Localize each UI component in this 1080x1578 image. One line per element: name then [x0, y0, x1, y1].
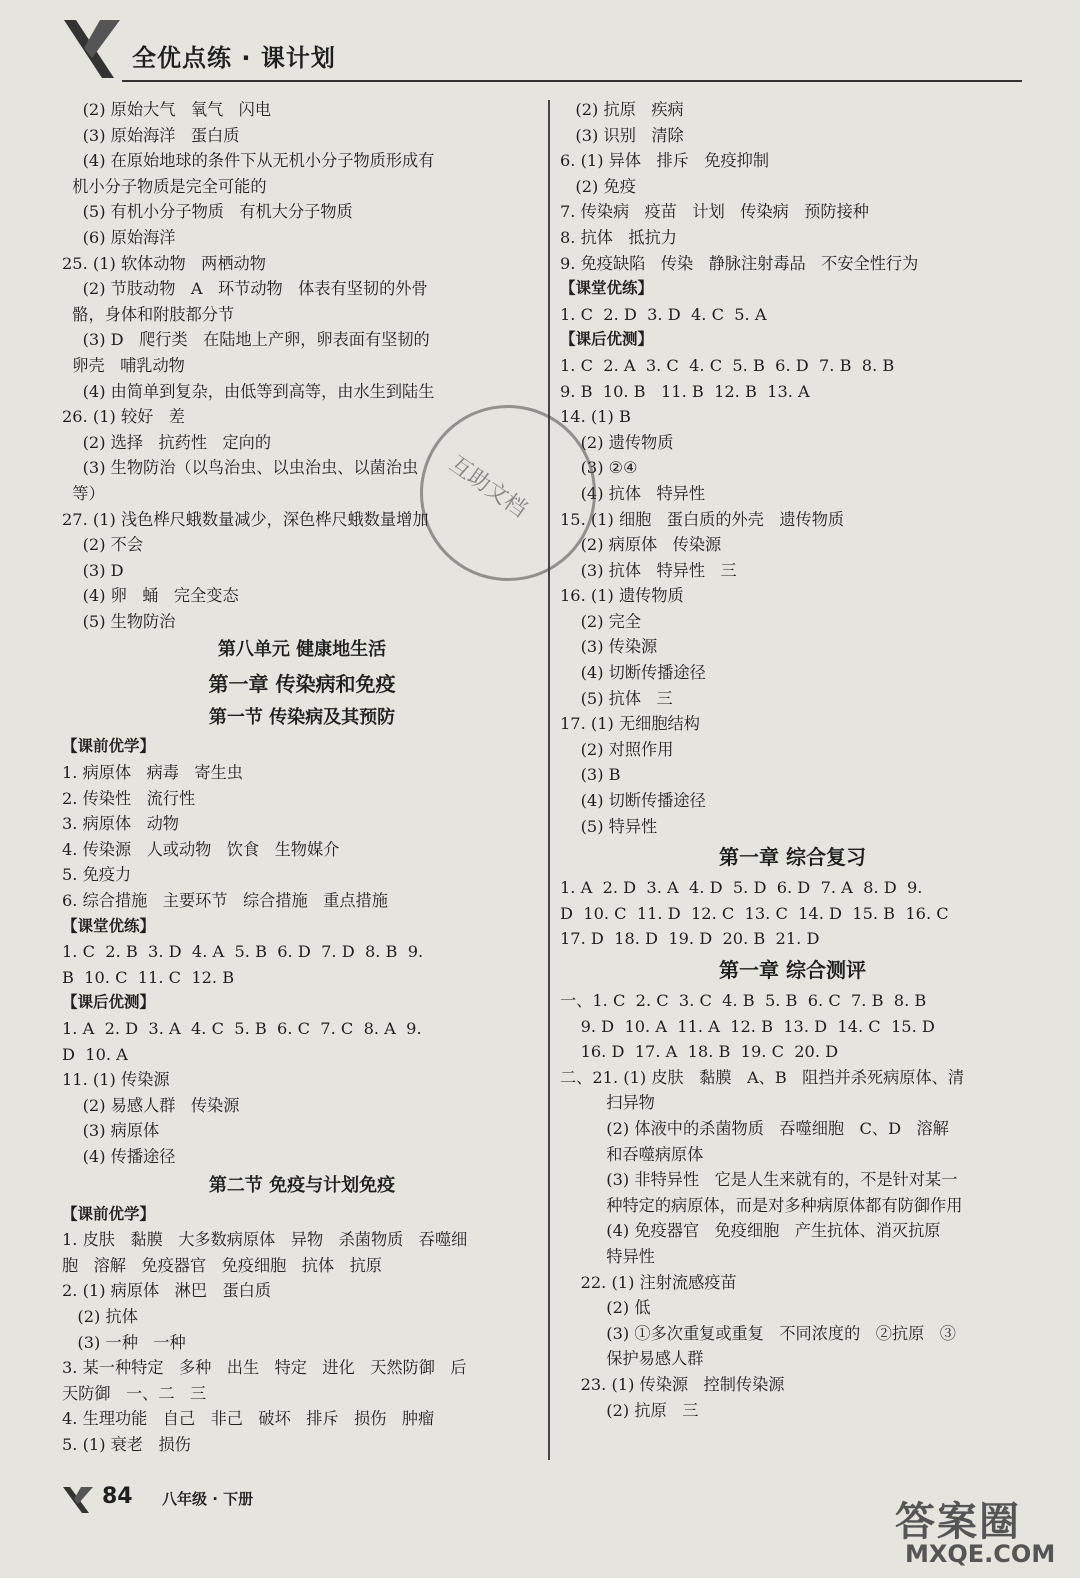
- footer-logo-icon: [62, 1486, 96, 1514]
- answer-line: 和吞噬病原体: [560, 1144, 704, 1164]
- answer-line: 9. B 10. B 11. B 12. B 13. A: [560, 381, 810, 401]
- answer-line: 25. (1) 软体动物 两栖动物: [62, 253, 266, 273]
- answer-line: 一、1. C 2. C 3. C 4. B 5. B 6. C 7. B 8. B: [560, 991, 927, 1010]
- answer-line: 种特定的病原体，而是对多种病原体都有防御作用: [560, 1195, 963, 1215]
- answer-line: 卵壳 哺乳动物: [62, 355, 185, 375]
- section-heading: 第一章 综合复习: [719, 845, 866, 870]
- answer-line: 特异性: [560, 1246, 655, 1266]
- answer-line: (2) 对照作用: [560, 739, 674, 759]
- answer-line: (5) 抗体 三: [560, 688, 673, 708]
- brand-watermark-url: MXQE.COM: [905, 1540, 1056, 1568]
- answer-line: (4) 切断传播途径: [560, 791, 706, 811]
- answer-line: 9. D 10. A 11. A 12. B 13. D 14. C 15. D: [560, 1016, 935, 1036]
- answer-line: 4. 传染源 人或动物 饮食 生物媒介: [62, 839, 340, 859]
- answer-line: 7. 传染病 疫苗 计划 传染病 预防接种: [560, 202, 869, 222]
- answer-line: 3. 病原体 动物: [62, 814, 179, 834]
- answer-line: 机小分子物质是完全可能的: [62, 176, 267, 196]
- answer-line: (4) 在原始地球的条件下从无机小分子物质形成有: [62, 151, 435, 171]
- answer-line: (5) 特异性: [560, 816, 658, 836]
- answer-line: 扫异物: [560, 1093, 655, 1113]
- page-number: 84: [102, 1484, 133, 1509]
- section-label: 【课前优学】: [62, 737, 156, 756]
- answer-line: 5. (1) 衰老 损伤: [62, 1434, 191, 1454]
- answer-line: 17. (1) 无细胞结构: [560, 714, 700, 734]
- answer-line: (2) 抗原 三: [560, 1400, 699, 1420]
- answer-line: 15. (1) 细胞 蛋白质的外壳 遗传物质: [560, 509, 845, 529]
- answer-line: 1. 病原体 病毒 寄生虫: [62, 763, 243, 783]
- answer-line: (2) 免疫: [560, 176, 636, 196]
- answer-line: (3) 传染源: [560, 637, 658, 657]
- answer-line: 4. 生理功能 自己 非己 破坏 排斥 损伤 肿瘤: [62, 1409, 435, 1429]
- answer-line: (3) 识别 清除: [560, 125, 684, 145]
- answer-line: (3) ②④: [560, 458, 638, 478]
- answer-line: 1. C 2. B 3. D 4. A 5. B 6. D 7. D 8. B 9.: [62, 942, 424, 962]
- answer-line: 6. 综合措施 主要环节 综合措施 重点措施: [62, 891, 388, 911]
- answer-line: (2) 体液中的杀菌物质 吞噬细胞 C、D 溶解: [560, 1118, 949, 1138]
- answer-line: (3) 抗体 特异性 三: [560, 560, 737, 580]
- answer-line: (3) B: [560, 765, 621, 785]
- answer-line: (2) 不会: [62, 535, 144, 555]
- answer-line: 1. A 2. D 3. A 4. C 5. B 6. C 7. C 8. A 9.: [62, 1019, 422, 1038]
- answer-line: 16. (1) 遗传物质: [560, 586, 684, 606]
- answer-line: 2. 传染性 流行性: [62, 788, 196, 808]
- answer-line: D 10. A: [62, 1044, 128, 1064]
- section-label: 【课堂优练】: [62, 916, 156, 935]
- answer-line: (6) 原始海洋: [62, 227, 176, 247]
- section-label: 【课堂优练】: [560, 279, 654, 298]
- answer-line: 骼，身体和附肢都分节: [62, 304, 235, 324]
- answer-line: 5. 免疫力: [62, 865, 132, 885]
- answer-line: D 10. C 11. D 12. C 13. C 14. D 15. B 16. C: [560, 903, 949, 923]
- answer-line: 6. (1) 异体 排斥 免疫抑制: [560, 151, 770, 171]
- page-header: [62, 18, 1022, 78]
- section-heading: 第八单元 健康地生活: [217, 639, 387, 661]
- answer-line: 1. C 2. D 3. D 4. C 5. A: [560, 304, 767, 324]
- answer-line: (3) ①多次重复或重复 不同浓度的 ②抗原 ③: [560, 1323, 956, 1343]
- answer-line: (3) 非特异性 它是人生来就有的，不是针对某一: [560, 1170, 958, 1190]
- answer-line: (4) 传播途径: [62, 1146, 176, 1166]
- answer-line: 1. C 2. A 3. C 4. C 5. B 6. D 7. B 8. B: [560, 355, 895, 375]
- answer-line: 14. (1) B: [560, 407, 631, 427]
- brand-logo-icon: [62, 18, 126, 80]
- section-label: 【课后优测】: [62, 993, 156, 1012]
- answer-line: 1. 皮肤 黏膜 大多数病原体 异物 杀菌物质 吞噬细: [62, 1230, 468, 1250]
- section-heading: 第一章 综合测评: [719, 958, 866, 982]
- answer-line: 16. D 17. A 18. B 19. C 20. D: [560, 1042, 839, 1062]
- answer-line: 保护易感人群: [560, 1349, 704, 1369]
- answer-line: (3) D 爬行类 在陆地上产卵，卵表面有坚韧的: [62, 330, 430, 350]
- section-heading: 第一章 传染病和免疫: [208, 672, 396, 697]
- answer-line: (2) 原始大气 氧气 闪电: [62, 100, 272, 119]
- header-title: 全优点练 · 课计划: [132, 44, 336, 72]
- answer-line: 2. (1) 病原体 淋巴 蛋白质: [62, 1281, 272, 1301]
- grade-label: 八年级 · 下册: [162, 1490, 254, 1508]
- answer-line: 二、21. (1) 皮肤 黏膜 A、B 阻挡并杀死病原体、清: [560, 1067, 965, 1087]
- answer-line: (2) 抗体: [62, 1306, 138, 1326]
- answer-line: (4) 免疫器官 免疫细胞 产生抗体、消灭抗原: [560, 1221, 941, 1241]
- answer-line: (2) 病原体 传染源: [560, 535, 722, 555]
- page-footer: [62, 1482, 1022, 1522]
- answer-line: (3) 原始海洋 蛋白质: [62, 125, 240, 145]
- answer-line: 1. A 2. D 3. A 4. D 5. D 6. D 7. A 8. D 9.: [560, 878, 923, 898]
- answer-line: 27. (1) 浅色桦尺蛾数量减少，深色桦尺蛾数量增加: [62, 509, 429, 529]
- answer-line: B 10. C 11. C 12. B: [62, 967, 235, 987]
- watermark-text: 互助文档: [444, 451, 532, 523]
- answer-line: 26. (1) 较好 差: [62, 407, 185, 427]
- answer-line: 23. (1) 传染源 控制传染源: [560, 1374, 785, 1394]
- answer-line: 天防御 一、二 三: [62, 1383, 207, 1403]
- answer-line: 8. 抗体 抵抗力: [560, 227, 677, 247]
- column-divider: [548, 100, 550, 1460]
- answer-line: 等）: [62, 483, 105, 503]
- answer-line: (5) 生物防治: [62, 611, 176, 631]
- left-column: [62, 97, 542, 1458]
- answer-line: (3) D: [62, 560, 124, 580]
- answer-line: (4) 切断传播途径: [560, 663, 706, 683]
- brand-watermark: 答案圈: [895, 1499, 1021, 1545]
- header-rule: [122, 80, 1022, 82]
- answer-line: 3. 某一种特定 多种 出生 特定 进化 天然防御 后: [62, 1358, 467, 1378]
- section-heading: 第二节 免疫与计划免疫: [208, 1174, 396, 1196]
- answer-line: (4) 抗体 特异性: [560, 483, 706, 503]
- answer-line: (2) 完全: [560, 611, 642, 631]
- answer-line: 17. D 18. D 19. D 20. B 21. D: [560, 929, 820, 949]
- section-label: 【课后优测】: [560, 330, 654, 349]
- section-heading: 第一节 传染病及其预防: [208, 707, 396, 729]
- answer-line: 9. 免疫缺陷 传染 静脉注射毒品 不安全性行为: [560, 253, 919, 273]
- answer-line: (5) 有机小分子物质 有机大分子物质: [62, 202, 353, 222]
- answer-line: 22. (1) 注射流感疫苗: [560, 1272, 737, 1292]
- answer-line: (2) 节肢动物 A 环节动物 体表有坚韧的外骨: [62, 279, 428, 299]
- answer-line: 11. (1) 传染源: [62, 1070, 170, 1090]
- answer-line: (2) 低: [560, 1298, 651, 1318]
- answer-line: (3) 一种 一种: [62, 1332, 186, 1352]
- answer-line: (4) 由简单到复杂，由低等到高等，由水生到陆生: [62, 381, 435, 401]
- answer-line: (2) 遗传物质: [560, 432, 674, 452]
- answer-line: 胞 溶解 免疫器官 免疫细胞 抗体 抗原: [62, 1255, 382, 1275]
- answer-line: (2) 易感人群 传染源: [62, 1095, 240, 1115]
- answer-line: (3) 病原体: [62, 1121, 160, 1141]
- answer-line: (2) 选择 抗药性 定向的: [62, 432, 272, 452]
- answer-line: (2) 抗原 疾病: [560, 100, 684, 119]
- answer-line: (3) 生物防治（以鸟治虫、以虫治虫、以菌治虫: [62, 458, 419, 478]
- section-label: 【课前优学】: [62, 1204, 156, 1223]
- right-column: [560, 97, 1025, 1423]
- answer-line: (4) 卵 蛹 完全变态: [62, 586, 239, 606]
